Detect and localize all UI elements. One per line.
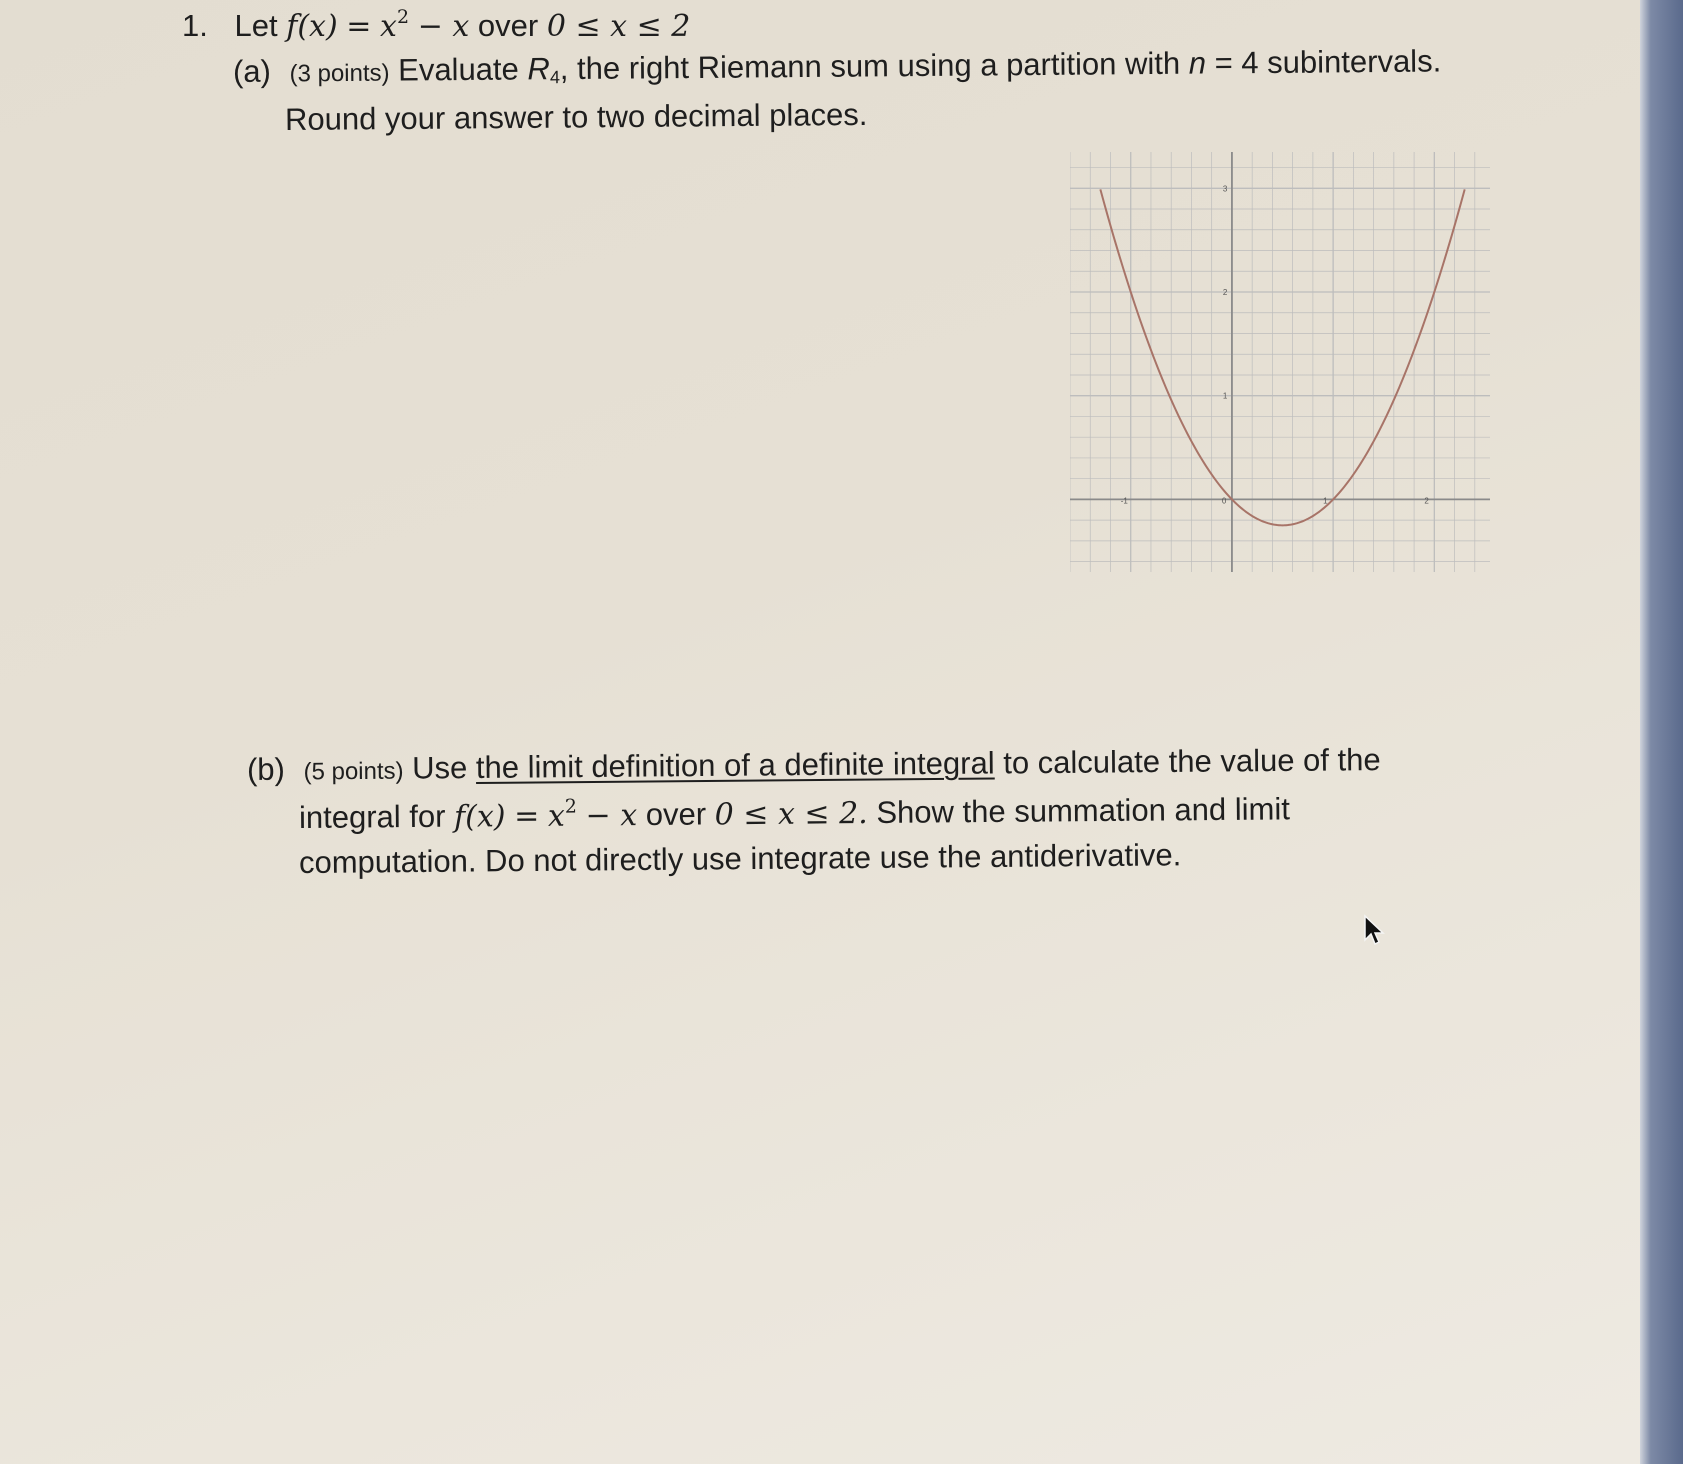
part-b-domain: 0 ≤ x ≤ 2. [714,796,868,833]
part-a-text: Evaluate [398,51,519,88]
mouse-pointer-icon [1363,914,1385,948]
y-tick-label: 2 [1222,288,1228,297]
riemann-subscript: 4 [549,67,560,88]
expr-exponent: 2 [396,6,410,28]
part-a-text-2: , the right Riemann sum using a partition with [559,45,1181,87]
underlined-phrase: the limit definition of a definite integral [475,745,995,786]
n-variable: n [1188,45,1207,81]
part-b-equals: = [514,798,540,835]
desk-background [1640,0,1683,1464]
x-tick-label: 0 [1221,496,1227,506]
parabola-graph [1070,152,1490,572]
x-tick-label: 2 [1424,496,1429,506]
part-b-expr-rest: − x [585,798,638,834]
part-b-line-3: computation. Do not directly use integrate use the antiderivative. [298,837,1182,880]
expr-rest: − x [417,9,470,44]
part-b-function-name: f(x) [453,799,506,835]
problem-1-statement [182,6,690,44]
part-b-expr-exponent: 2 [564,795,577,818]
part-b-integral-for: integral for [298,798,446,835]
n-value: = 4 subintervals. [1214,43,1442,81]
graph-tick-labels [1121,184,1430,505]
part-a-line-2: Round your answer to two decimal places. [284,96,868,137]
over-word: over [477,8,539,43]
part-b-expr-base: x [547,798,565,834]
riemann-symbol: R [527,51,550,87]
problem-number: 1. [182,8,208,43]
x-tick-label: -1 [1120,496,1128,506]
part-b-instruction: Show the summation and limit [876,791,1291,830]
equals-sign: = [346,9,372,44]
part-a-label: (a) [232,53,272,89]
domain-interval: 0 ≤ x ≤ 2 [546,9,691,44]
parabola-curve [1100,189,1464,525]
part-a-points: (3 points) [289,59,390,88]
graph-grid [1070,152,1490,572]
x-tick-label: 1 [1323,496,1328,506]
y-tick-label: 1 [1222,391,1228,401]
problem-intro: Let [234,8,278,43]
part-b-over-word: over [645,796,707,832]
part-b-text-2: to calculate the value of the [1003,742,1381,781]
part-b-points: (5 points) [303,757,404,786]
part-b-label: (b) [246,751,286,787]
graph-axes [1070,152,1490,572]
function-name: f(x) [286,9,338,44]
y-tick-label: 3 [1222,184,1228,194]
expr-base: x [380,9,397,44]
part-b-text: Use [412,750,468,786]
